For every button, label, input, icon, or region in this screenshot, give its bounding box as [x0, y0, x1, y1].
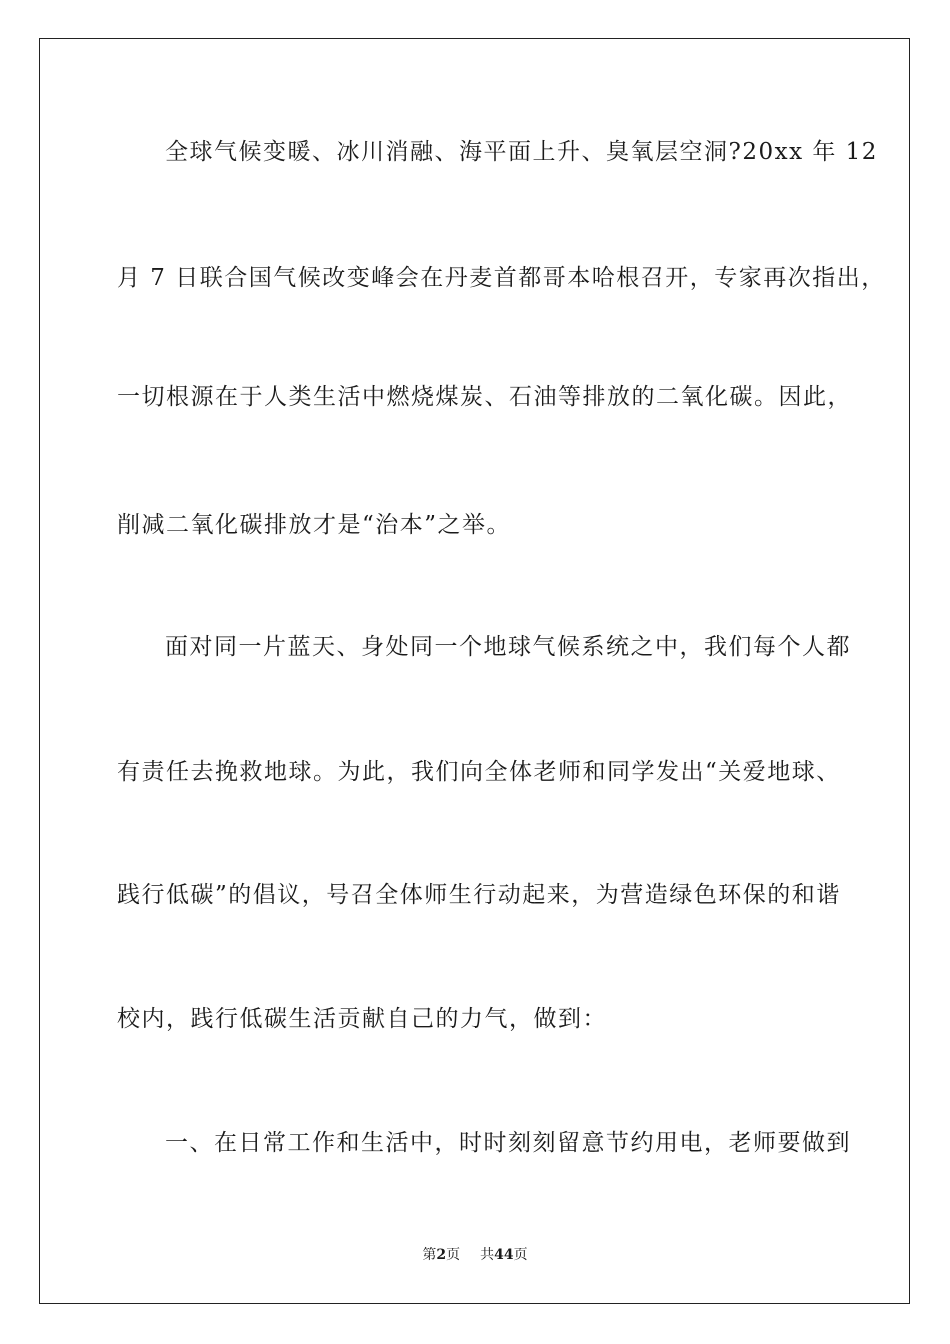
- paragraph-2-line-2: 有责任去挽救地球。为此，我们向全体老师和同学发出“关爱地球、: [117, 759, 841, 785]
- paragraph-2-line-3: 践行低碳”的倡议，号召全体师生行动起来，为营造绿色环保的和谐: [117, 882, 841, 908]
- total-suffix: 页: [513, 1247, 528, 1263]
- page-border: [39, 38, 910, 1304]
- total-page-count: 44: [494, 1247, 514, 1263]
- current-page-number: 2: [436, 1247, 447, 1263]
- paragraph-2-line-4: 校内，践行低碳生活贡献自己的力气，做到：: [117, 1006, 607, 1032]
- page-suffix: 页: [446, 1247, 461, 1263]
- paragraph-1-line-2: 月 7 日联合国气候改变峰会在丹麦首都哥本哈根召开，专家再次指出，: [117, 265, 886, 291]
- total-prefix: 共: [480, 1247, 495, 1263]
- page-prefix: 第: [422, 1247, 437, 1263]
- paragraph-1-line-4: 削减二氧化碳排放才是“治本”之举。: [117, 512, 512, 538]
- page-footer: [0, 1246, 950, 1264]
- paragraph-3-line-1: 一、在日常工作和生活中，时时刻刻留意节约用电，老师要做到: [165, 1130, 851, 1156]
- paragraph-2-line-1: 面对同一片蓝天、身处同一个地球气候系统之中，我们每个人都: [165, 634, 851, 660]
- paragraph-1-line-1: 全球气候变暖、冰川消融、海平面上升、臭氧层空洞?20xx 年 12: [165, 139, 878, 165]
- paragraph-1-line-3: 一切根源在于人类生活中燃烧煤炭、石油等排放的二氧化碳。因此，: [117, 384, 852, 410]
